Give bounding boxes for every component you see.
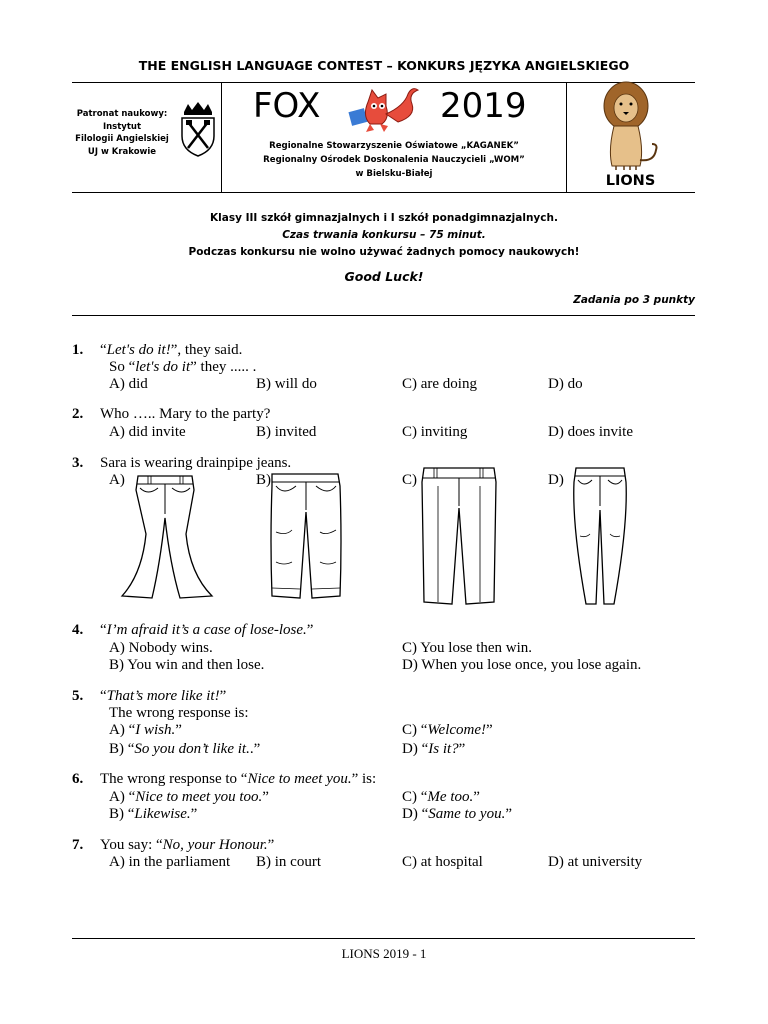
question-1-option-d[interactable]: D) do: [548, 376, 583, 392]
question-5-option-a[interactable]: A) “I wish.”: [109, 722, 182, 738]
year-label: 2019: [440, 86, 527, 126]
question-4-option-a[interactable]: A) Nobody wins.: [109, 640, 213, 656]
organizer-line-1: Regionalne Stowarzyszenie Oświatowe „KAGANEK”: [269, 141, 519, 151]
question-7-option-a[interactable]: A) in the parliament: [109, 854, 231, 870]
question-5-option-c[interactable]: C) “Welcome!”: [402, 722, 493, 738]
patron-line-4: UJ w Krakowie: [87, 146, 157, 157]
info-line-1: Klasy III szkół gimnazjalnych i I szkół ponadgimnazjalnych.: [210, 212, 558, 224]
question-3-option-a[interactable]: A): [109, 472, 125, 488]
question-1-number: 1.: [72, 342, 84, 358]
good-luck-text: Good Luck!: [344, 269, 424, 284]
question-2-option-b[interactable]: B) invited: [256, 424, 317, 440]
flared-jeans-icon[interactable]: [118, 474, 218, 600]
question-1-stem-line2: So “let's do it” they ..... .: [109, 359, 257, 375]
question-7-stem: You say: “No, your Honour.”: [100, 837, 275, 853]
question-3-option-b[interactable]: B): [256, 472, 271, 488]
question-6-option-d[interactable]: D) “Same to you.”: [402, 806, 512, 822]
patron-line-3: Filologii Angielskiej: [75, 134, 169, 144]
organizer-line-2: Regionalny Ośrodek Doskonalenia Nauczycieli „WOM”: [263, 155, 525, 165]
question-3-number: 3.: [72, 455, 84, 471]
baggy-jeans-icon[interactable]: [268, 472, 344, 602]
question-5-option-d[interactable]: D) “Is it?”: [402, 741, 466, 757]
question-4-option-b[interactable]: B) You win and then lose.: [109, 657, 265, 673]
info-line-2: Czas trwania konkursu – 75 minut.: [282, 229, 486, 241]
question-4-option-d[interactable]: D) When you lose once, you lose again.: [402, 657, 642, 673]
question-6-option-c[interactable]: C) “Me too.”: [402, 789, 480, 805]
question-1-stem: “Let's do it!”, they said.: [100, 342, 243, 358]
question-7-option-c[interactable]: C) at hospital: [402, 854, 483, 870]
question-6-option-a[interactable]: A) “Nice to meet you too.”: [109, 789, 269, 805]
question-5-subtitle: The wrong response is:: [109, 705, 249, 721]
question-7-option-b[interactable]: B) in court: [256, 854, 321, 870]
question-1-option-a[interactable]: A) did: [109, 376, 148, 392]
question-3-option-c[interactable]: C): [402, 472, 417, 488]
question-1-option-b[interactable]: B) will do: [256, 376, 317, 392]
question-3-option-d[interactable]: D): [548, 472, 564, 488]
question-7-option-d[interactable]: D) at university: [548, 854, 643, 870]
patron-line-1: Patronat naukowy:: [76, 109, 168, 119]
patron-block: [60, 108, 184, 158]
patron-line-2: Instytut: [102, 121, 142, 132]
university-crest-icon: [178, 100, 218, 158]
fox-mascot-icon: [346, 84, 430, 136]
question-7-number: 7.: [72, 837, 84, 853]
info-block: [0, 210, 768, 261]
drainpipe-jeans-icon[interactable]: [570, 466, 630, 608]
question-5-stem: “That’s more like it!”: [100, 688, 227, 704]
question-2-option-a[interactable]: A) did invite: [109, 424, 186, 440]
question-4-option-c[interactable]: C) You lose then win.: [402, 640, 533, 656]
question-2-stem: Who ….. Mary to the party?: [100, 406, 271, 422]
organizer-line-3: w Bielsku-Białej: [355, 169, 433, 179]
page-label: LIONS 2019 - 1: [341, 946, 427, 961]
question-1-option-c[interactable]: C) are doing: [402, 376, 477, 392]
points-note: Zadania po 3 punkty: [573, 294, 695, 306]
question-4-number: 4.: [72, 622, 84, 638]
question-2-number: 2.: [72, 406, 84, 422]
contest-title: THE ENGLISH LANGUAGE CONTEST – KONKURS JĘZYKA ANGIELSKIEGO: [138, 58, 630, 73]
info-line-3: Podczas konkursu nie wolno używać żadnych pomocy naukowych!: [188, 246, 580, 258]
lion-mascot-icon: [594, 80, 664, 172]
organizer-block: [222, 139, 566, 181]
question-3-stem: Sara is wearing drainpipe jeans.: [100, 455, 292, 471]
question-6-number: 6.: [72, 771, 84, 787]
question-5-option-b[interactable]: B) “So you don’t like it..”: [109, 741, 261, 757]
fox-word: FOX: [253, 86, 321, 126]
level-label: LIONS: [605, 173, 656, 189]
question-6-option-b[interactable]: B) “Likewise.”: [109, 806, 198, 822]
question-2-option-d[interactable]: D) does invite: [548, 424, 633, 440]
footer-rule: [72, 938, 695, 939]
question-6-stem: The wrong response to “Nice to meet you.” is:: [100, 771, 377, 787]
info-rule: [72, 315, 695, 316]
question-5-number: 5.: [72, 688, 84, 704]
straight-trousers-icon[interactable]: [418, 466, 500, 606]
question-4-stem: “I’m afraid it’s a case of lose-lose.”: [100, 622, 314, 638]
question-2-option-c[interactable]: C) inviting: [402, 424, 468, 440]
header-bottom-rule: [72, 192, 695, 193]
